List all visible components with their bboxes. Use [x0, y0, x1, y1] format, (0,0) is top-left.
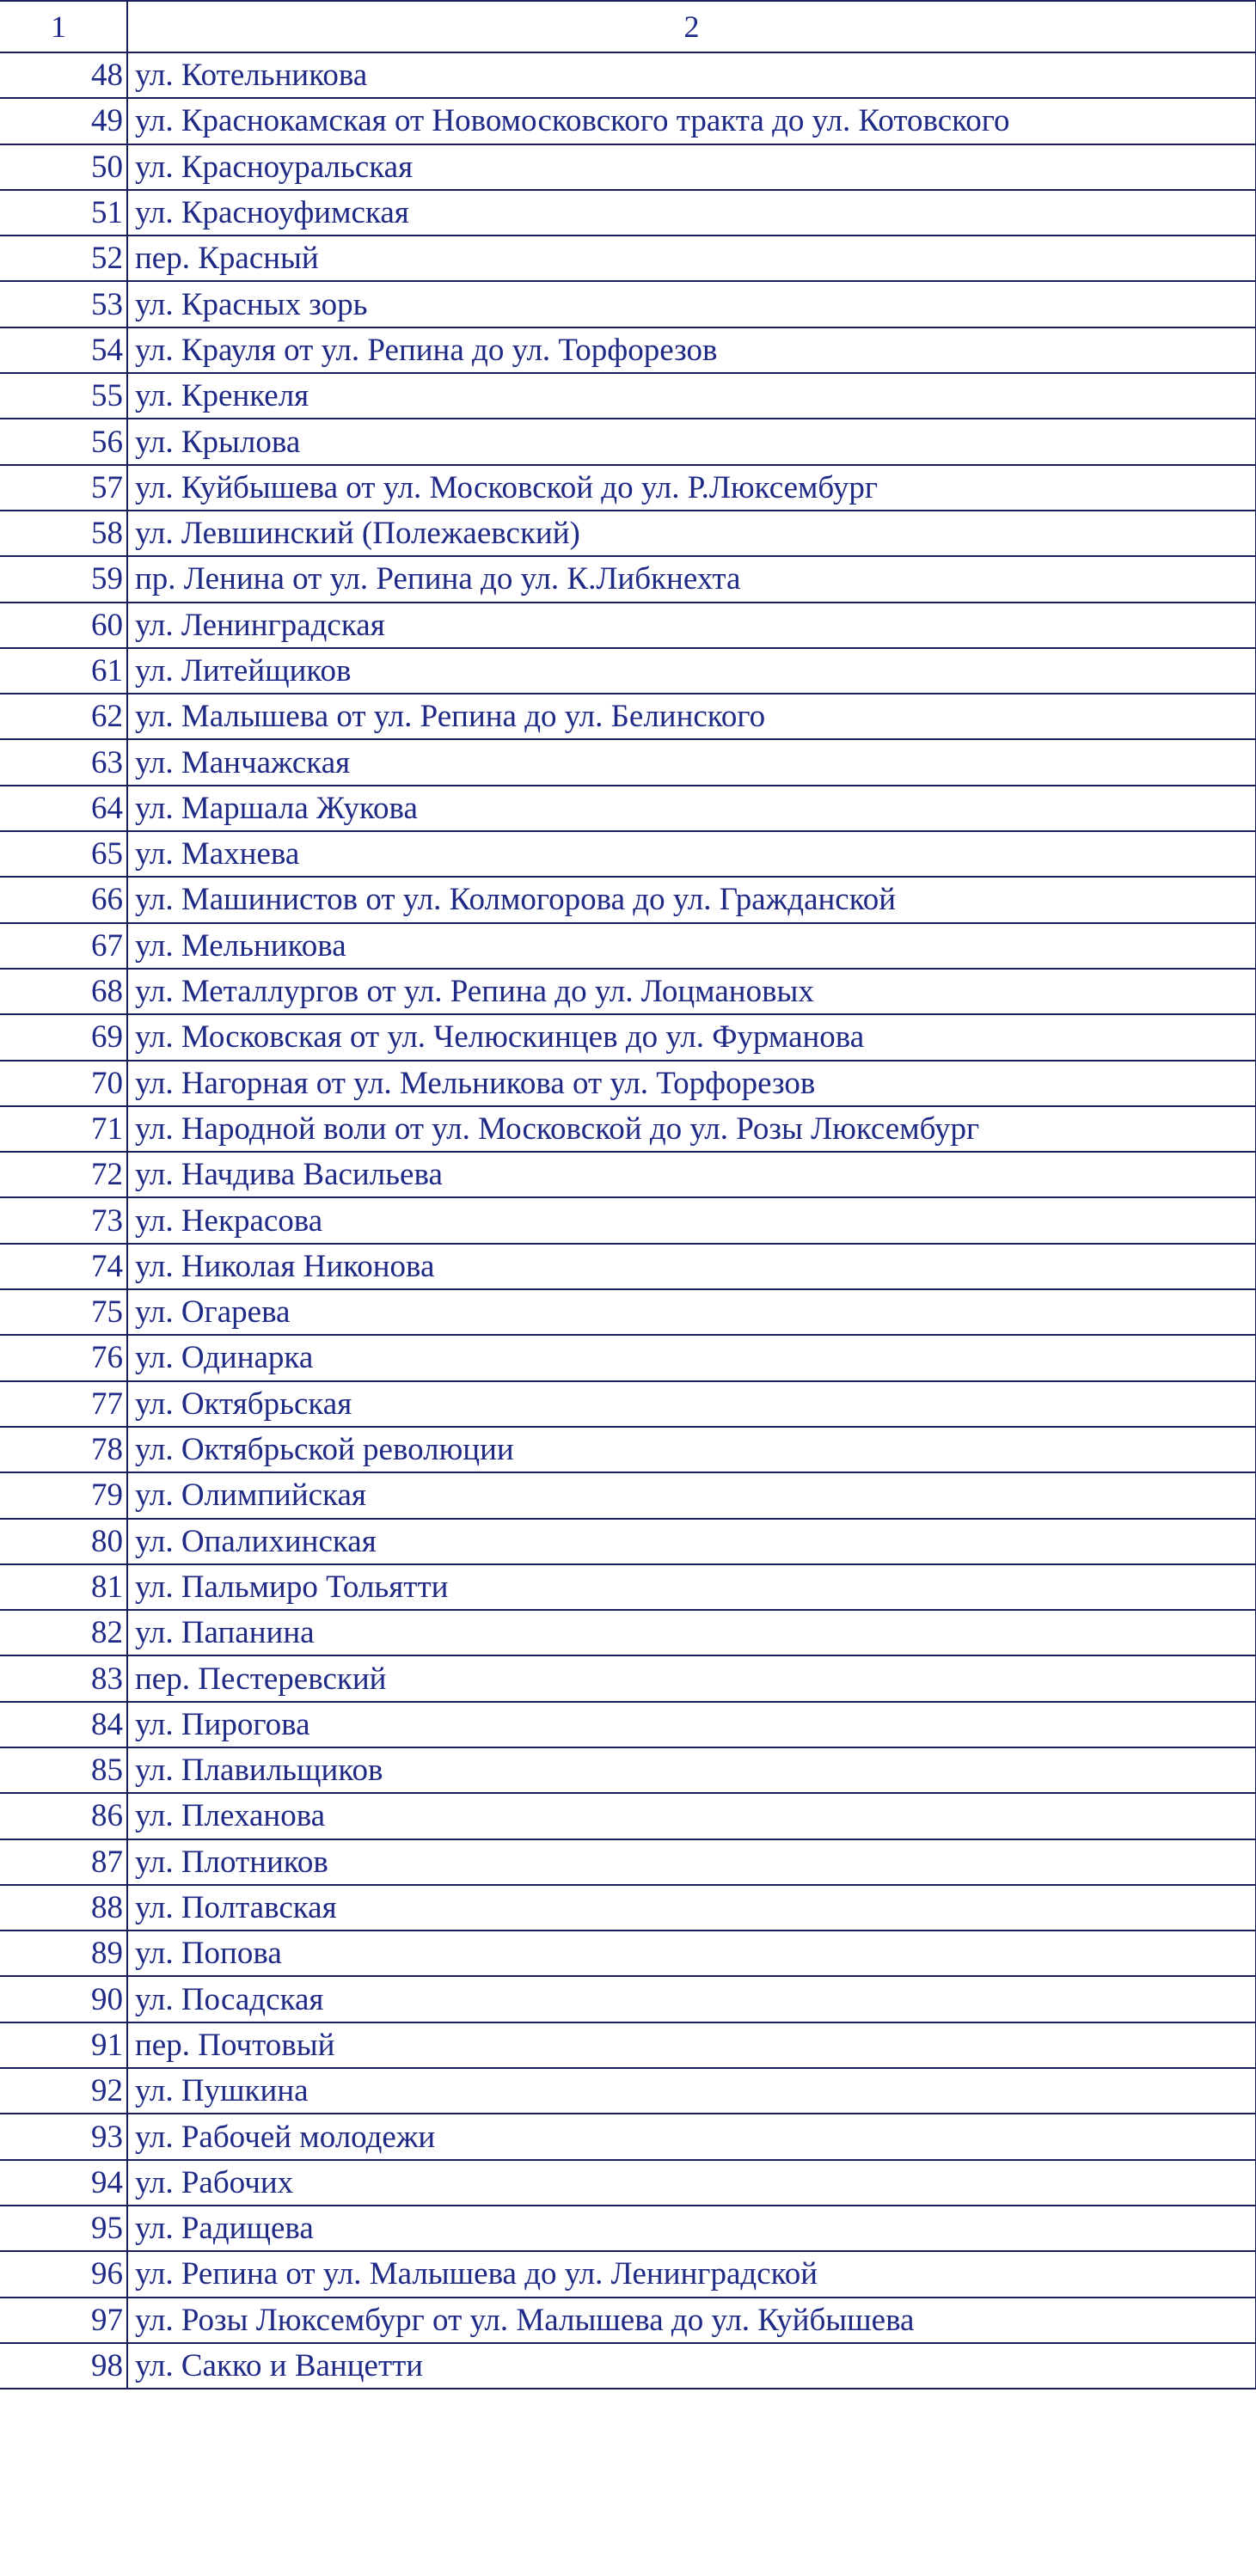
table-row — [0, 1061, 1256, 1106]
table-row — [0, 2206, 1256, 2251]
row-number-cell: 90 — [0, 1976, 127, 2022]
table-row — [0, 1976, 1256, 2022]
street-name-cell: ул. Краснокамская от Новомосковского тракта до ул. Котовского — [127, 98, 1256, 144]
street-name-cell: ул. Малышева от ул. Репина до ул. Белинского — [127, 694, 1256, 739]
table-row — [0, 2343, 1256, 2389]
street-name-cell: ул. Машинистов от ул. Колмогорова до ул. Гражданской — [127, 877, 1256, 922]
row-number-cell: 79 — [0, 1472, 127, 1518]
street-name-cell: ул. Попова — [127, 1930, 1256, 1976]
street-name-cell: ул. Пирогова — [127, 1702, 1256, 1747]
row-number-cell: 67 — [0, 923, 127, 969]
street-name-cell: ул. Крауля от ул. Репина до ул. Торфорезов — [127, 327, 1256, 373]
table-row — [0, 1793, 1256, 1839]
table-row — [0, 52, 1256, 98]
street-name-cell: ул. Манчажская — [127, 739, 1256, 785]
table-row — [0, 1472, 1256, 1518]
street-name-cell: ул. Литейщиков — [127, 648, 1256, 694]
street-name-cell: ул. Розы Люксембург от ул. Малышева до ул. Куйбышева — [127, 2298, 1256, 2343]
street-name-cell: ул. Ленинградская — [127, 603, 1256, 648]
street-name-cell: ул. Красноуральская — [127, 144, 1256, 190]
table-row — [0, 2298, 1256, 2343]
street-name-cell: ул. Октябрьской революции — [127, 1427, 1256, 1472]
row-number-cell: 76 — [0, 1335, 127, 1380]
street-name-cell: пер. Пестеревский — [127, 1655, 1256, 1701]
street-name-cell: пр. Ленина от ул. Репина до ул. К.Либкнехта — [127, 556, 1256, 602]
street-name-cell: ул. Нагорная от ул. Мельникова от ул. Торфорезов — [127, 1061, 1256, 1106]
table-row — [0, 877, 1256, 922]
street-name-cell: ул. Маршала Жукова — [127, 786, 1256, 831]
street-name-cell: ул. Сакко и Ванцетти — [127, 2343, 1256, 2389]
table-row — [0, 969, 1256, 1014]
row-number-cell: 72 — [0, 1152, 127, 1197]
row-number-cell: 48 — [0, 52, 127, 98]
street-name-cell: ул. Плеханова — [127, 1793, 1256, 1839]
table-row — [0, 281, 1256, 327]
street-name-cell: ул. Левшинский (Полежаевский) — [127, 511, 1256, 556]
row-number-cell: 65 — [0, 831, 127, 877]
table-row — [0, 190, 1256, 236]
street-name-cell: пер. Почтовый — [127, 2022, 1256, 2068]
row-number-cell: 81 — [0, 1564, 127, 1610]
table-body — [0, 52, 1256, 2389]
row-number-cell: 83 — [0, 1655, 127, 1701]
street-name-cell: ул. Рабочей молодежи — [127, 2114, 1256, 2159]
table-row — [0, 1427, 1256, 1472]
street-name-cell: ул. Олимпийская — [127, 1472, 1256, 1518]
table-row — [0, 1244, 1256, 1289]
row-number-cell: 50 — [0, 144, 127, 190]
table-row — [0, 1610, 1256, 1655]
row-number-cell: 91 — [0, 2022, 127, 2068]
street-name-cell: ул. Полтавская — [127, 1885, 1256, 1930]
table-row — [0, 1655, 1256, 1701]
row-number-cell: 53 — [0, 281, 127, 327]
table-row — [0, 923, 1256, 969]
street-name-cell: ул. Опалихинская — [127, 1519, 1256, 1564]
street-name-cell: ул. Махнева — [127, 831, 1256, 877]
table-row — [0, 739, 1256, 785]
table-row — [0, 2022, 1256, 2068]
table-row — [0, 1197, 1256, 1243]
street-name-cell: ул. Котельникова — [127, 52, 1256, 98]
header-row — [0, 1, 1256, 52]
street-name-cell: ул. Кренкеля — [127, 373, 1256, 419]
table-row — [0, 786, 1256, 831]
row-number-cell: 78 — [0, 1427, 127, 1472]
row-number-cell: 98 — [0, 2343, 127, 2389]
street-name-cell: ул. Пушкина — [127, 2068, 1256, 2114]
column-number-header: 1 — [0, 1, 127, 52]
street-name-cell: ул. Репина от ул. Малышева до ул. Ленинградской — [127, 2251, 1256, 2297]
row-number-cell: 82 — [0, 1610, 127, 1655]
row-number-cell: 58 — [0, 511, 127, 556]
row-number-cell: 61 — [0, 648, 127, 694]
table-row — [0, 236, 1256, 281]
table-header — [0, 1, 1256, 52]
street-name-cell: ул. Московская от ул. Челюскинцев до ул. Фурманова — [127, 1014, 1256, 1060]
row-number-cell: 49 — [0, 98, 127, 144]
row-number-cell: 54 — [0, 327, 127, 373]
table-row — [0, 556, 1256, 602]
row-number-cell: 71 — [0, 1106, 127, 1152]
row-number-cell: 56 — [0, 419, 127, 464]
table-row — [0, 1885, 1256, 1930]
street-name-cell: ул. Рабочих — [127, 2160, 1256, 2206]
table-row — [0, 1839, 1256, 1885]
table-row — [0, 327, 1256, 373]
table-row — [0, 1106, 1256, 1152]
street-name-cell: ул. Плавильщиков — [127, 1747, 1256, 1793]
street-name-cell: ул. Радищева — [127, 2206, 1256, 2251]
row-number-cell: 51 — [0, 190, 127, 236]
table-row — [0, 1702, 1256, 1747]
row-number-cell: 68 — [0, 969, 127, 1014]
street-name-cell: ул. Красных зорь — [127, 281, 1256, 327]
table-row — [0, 419, 1256, 464]
row-number-cell: 88 — [0, 1885, 127, 1930]
table-row — [0, 1930, 1256, 1976]
column-name-header: 2 — [127, 1, 1256, 52]
table-row — [0, 1564, 1256, 1610]
street-name-cell: ул. Народной воли от ул. Московской до ул. Розы Люксембург — [127, 1106, 1256, 1152]
row-number-cell: 96 — [0, 2251, 127, 2297]
street-name-cell: ул. Крылова — [127, 419, 1256, 464]
table-row — [0, 1289, 1256, 1335]
street-name-cell: ул. Плотников — [127, 1839, 1256, 1885]
table-row — [0, 1152, 1256, 1197]
street-name-cell: ул. Мельникова — [127, 923, 1256, 969]
row-number-cell: 77 — [0, 1381, 127, 1427]
street-name-cell: пер. Красный — [127, 236, 1256, 281]
row-number-cell: 89 — [0, 1930, 127, 1976]
table-row — [0, 2068, 1256, 2114]
table-row — [0, 511, 1256, 556]
row-number-cell: 57 — [0, 465, 127, 511]
row-number-cell: 74 — [0, 1244, 127, 1289]
table-row — [0, 1014, 1256, 1060]
street-name-cell: ул. Николая Никонова — [127, 1244, 1256, 1289]
row-number-cell: 66 — [0, 877, 127, 922]
table-row — [0, 1335, 1256, 1380]
table-row — [0, 1519, 1256, 1564]
row-number-cell: 86 — [0, 1793, 127, 1839]
row-number-cell: 52 — [0, 236, 127, 281]
street-name-cell: ул. Начдива Васильева — [127, 1152, 1256, 1197]
street-name-cell: ул. Огарева — [127, 1289, 1256, 1335]
table-row — [0, 831, 1256, 877]
street-name-cell: ул. Красноуфимская — [127, 190, 1256, 236]
street-name-cell: ул. Посадская — [127, 1976, 1256, 2022]
row-number-cell: 93 — [0, 2114, 127, 2159]
table-row — [0, 465, 1256, 511]
row-number-cell: 95 — [0, 2206, 127, 2251]
row-number-cell: 75 — [0, 1289, 127, 1335]
table-row — [0, 144, 1256, 190]
table-row — [0, 603, 1256, 648]
row-number-cell: 85 — [0, 1747, 127, 1793]
row-number-cell: 59 — [0, 556, 127, 602]
table-row — [0, 1381, 1256, 1427]
table-row — [0, 694, 1256, 739]
row-number-cell: 97 — [0, 2298, 127, 2343]
street-name-cell: ул. Куйбышева от ул. Московской до ул. Р.Люксембург — [127, 465, 1256, 511]
street-name-cell: ул. Некрасова — [127, 1197, 1256, 1243]
street-name-cell: ул. Пальмиро Тольятти — [127, 1564, 1256, 1610]
row-number-cell: 69 — [0, 1014, 127, 1060]
table-row — [0, 2114, 1256, 2159]
row-number-cell: 60 — [0, 603, 127, 648]
table-row — [0, 1747, 1256, 1793]
row-number-cell: 94 — [0, 2160, 127, 2206]
street-name-cell: ул. Металлургов от ул. Репина до ул. Лоцмановых — [127, 969, 1256, 1014]
row-number-cell: 84 — [0, 1702, 127, 1747]
row-number-cell: 70 — [0, 1061, 127, 1106]
row-number-cell: 80 — [0, 1519, 127, 1564]
table-row — [0, 2251, 1256, 2297]
row-number-cell: 62 — [0, 694, 127, 739]
row-number-cell: 92 — [0, 2068, 127, 2114]
street-name-cell: ул. Октябрьская — [127, 1381, 1256, 1427]
table-row — [0, 648, 1256, 694]
street-name-cell: ул. Одинарка — [127, 1335, 1256, 1380]
row-number-cell: 73 — [0, 1197, 127, 1243]
row-number-cell: 63 — [0, 739, 127, 785]
row-number-cell: 64 — [0, 786, 127, 831]
table-row — [0, 373, 1256, 419]
table-row — [0, 2160, 1256, 2206]
table-row — [0, 98, 1256, 144]
row-number-cell: 55 — [0, 373, 127, 419]
street-name-cell: ул. Папанина — [127, 1610, 1256, 1655]
row-number-cell: 87 — [0, 1839, 127, 1885]
